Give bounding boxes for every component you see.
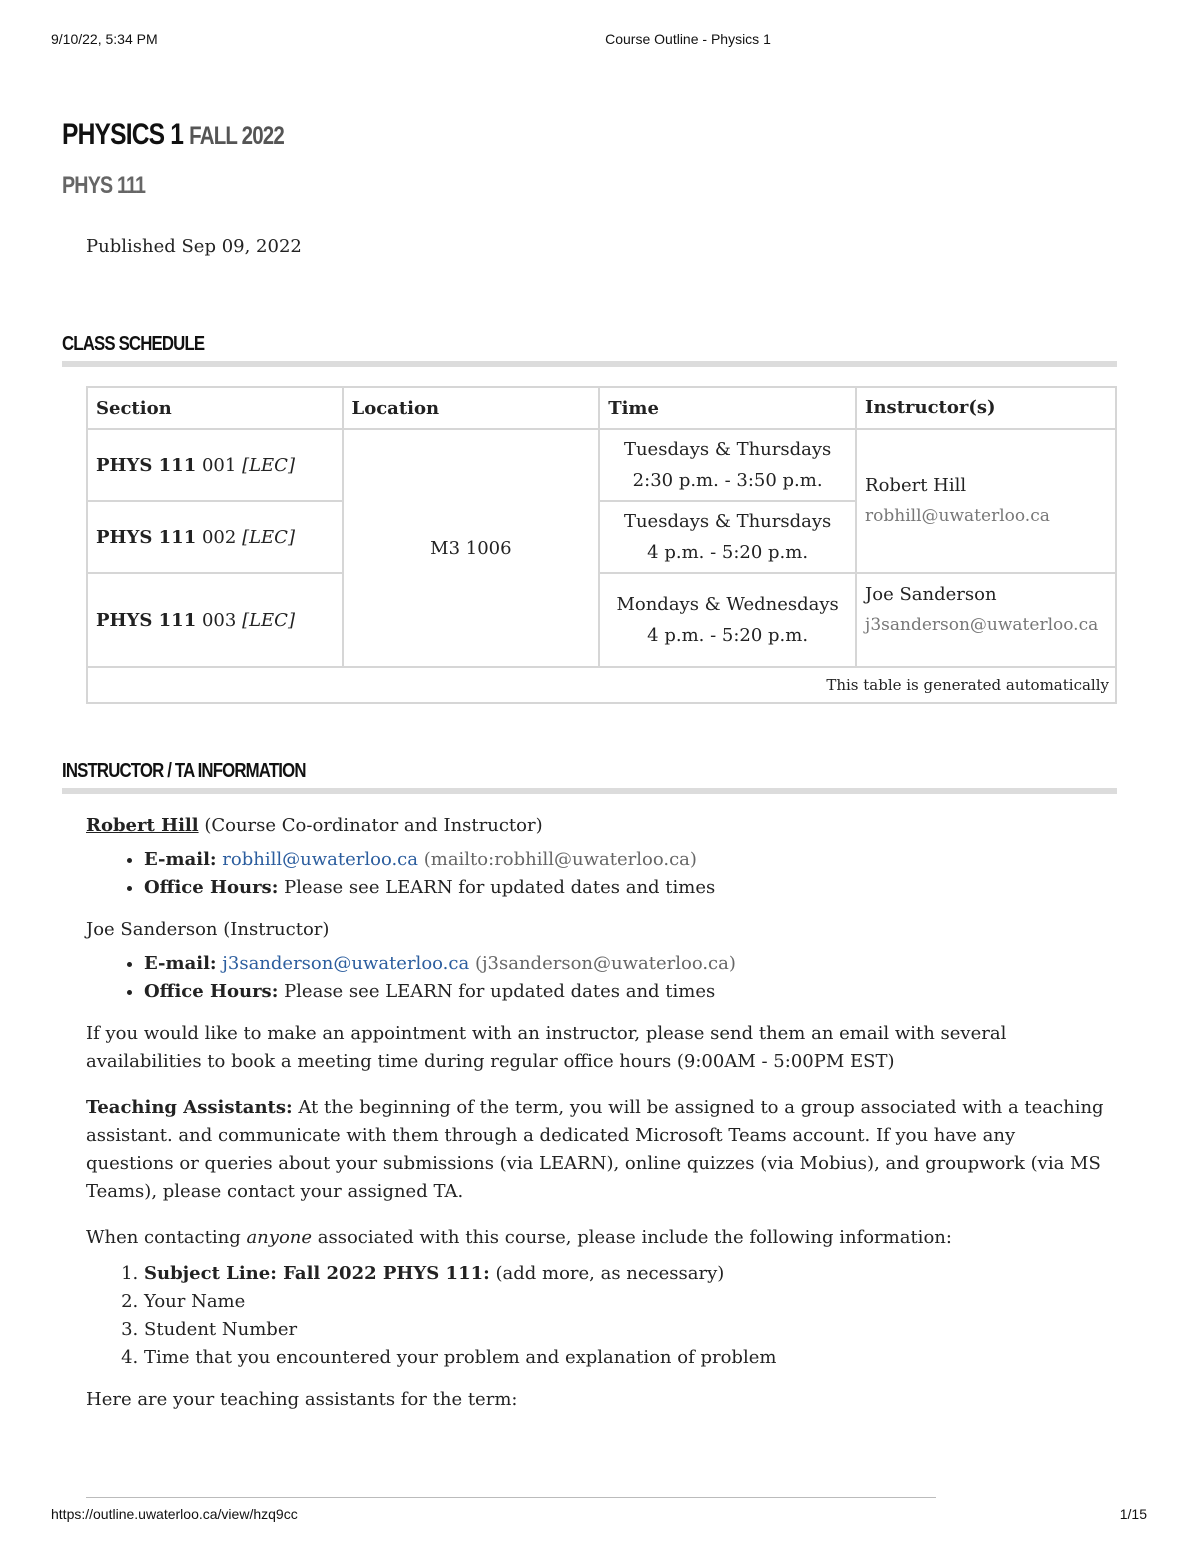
print-title: Course Outline - Physics 1 (605, 31, 771, 47)
section-divider (62, 788, 1117, 794)
section-cell (87, 501, 343, 573)
list-item: 4. Time that you encountered your problem and explanation of problem (144, 1344, 1106, 1372)
time-cell (599, 573, 856, 667)
subject-line-label: Subject Line: Fall 2022 PHYS 111: (144, 1263, 490, 1284)
ta-label: Teaching Assistants: (86, 1097, 293, 1118)
time-range: 4 p.m. - 5:20 p.m. (647, 542, 809, 563)
section-code: PHYS 111 (96, 454, 197, 476)
list-item (144, 1260, 1106, 1288)
instructor-name: Joe Sanderson (865, 584, 997, 605)
time-days: Tuesdays & Thursdays (623, 439, 832, 460)
office-hours-label: Office Hours: (144, 981, 279, 1002)
column-header: Section (87, 387, 343, 429)
contact-emphasis: anyone (246, 1227, 313, 1248)
page-number: 1/15 (1119, 1506, 1147, 1522)
teaching-assistants-paragraph (86, 1094, 1106, 1206)
section-type: [LEC] (242, 609, 295, 631)
email-label: E-mail: (144, 849, 217, 870)
instructor-email: robhill@uwaterloo.ca (865, 506, 1050, 526)
location-cell: M3 1006 (343, 429, 600, 667)
appointment-paragraph: If you would like to make an appointment with an instructor, please send them an email with several availabilities to book a meeting time during regular office hours (9:00AM - 5:00PM EST) (86, 1023, 1007, 1072)
instructor-1-role: (Course Co-ordinator and Instructor) (198, 815, 543, 836)
ta-intro-paragraph: Here are your teaching assistants for the term: (86, 1389, 518, 1410)
section-code: PHYS 111 (96, 526, 197, 548)
section-number: 003 (201, 609, 237, 631)
instructor-info-body (86, 812, 1106, 1414)
instructor-email: j3sanderson@uwaterloo.ca (865, 615, 1099, 635)
email-label: E-mail: (144, 953, 217, 974)
subject-line-note: (add more, as necessary) (489, 1263, 725, 1284)
instructor-cell (856, 429, 1116, 573)
print-date: 9/10/22, 5:34 PM (51, 31, 158, 47)
instructor-1-line (86, 812, 1106, 840)
instructor-1-email-link[interactable]: robhill@uwaterloo.ca (222, 849, 418, 870)
column-header: Instructor(s) (856, 387, 1116, 429)
time-days: Mondays & Wednesdays (616, 594, 839, 615)
footer-divider (86, 1497, 936, 1498)
course-title (62, 118, 284, 152)
ta-text: At the beginning of the term, you will be assigned to a group associated with a teaching assistant. and communicate with them through a dedicated Microsoft Teams account. If you have any questions or queries about your submissions (via LEARN), online quizzes (via Mobius), and groupwork (via MS Teams), please contact your assigned TA. (86, 1097, 1104, 1202)
instructor-cell (856, 573, 1116, 667)
section-number: 002 (201, 526, 237, 548)
column-header: Time (599, 387, 856, 429)
instructor-2-email-link[interactable]: j3sanderson@uwaterloo.ca (222, 953, 470, 974)
section-cell (87, 429, 343, 501)
office-hours-text: Please see LEARN for updated dates and times (278, 877, 716, 898)
section-cell (87, 573, 343, 667)
instructor-name: Robert Hill (865, 475, 967, 496)
contact-pre: When contacting (86, 1227, 247, 1248)
section-type: [LEC] (242, 526, 295, 548)
section-code: PHYS 111 (96, 609, 197, 631)
column-header: Location (343, 387, 600, 429)
course-title-text: PHYSICS 1 (62, 118, 184, 151)
time-range: 4 p.m. - 5:20 p.m. (647, 625, 809, 646)
section-type: [LEC] (242, 454, 295, 476)
office-hours-label: Office Hours: (144, 877, 279, 898)
table-row (87, 429, 1116, 501)
auto-generated-note: This table is generated automatically (87, 667, 1116, 703)
list-item (144, 978, 1106, 1006)
time-days: Tuesdays & Thursdays (623, 511, 832, 532)
course-term: FALL 2022 (189, 122, 284, 150)
course-code: PHYS 111 (62, 172, 146, 199)
contact-post: associated with this course, please include the following information: (312, 1227, 952, 1248)
email-mailto-text: (mailto:robhill@uwaterloo.ca) (418, 849, 697, 870)
time-cell (599, 429, 856, 501)
instructor-ta-heading: INSTRUCTOR / TA INFORMATION (62, 760, 306, 782)
list-item: 3. Student Number (144, 1316, 1106, 1344)
office-hours-text: Please see LEARN for updated dates and times (278, 981, 716, 1002)
instructor-1-name-link[interactable]: Robert Hill (86, 815, 199, 836)
table-row (87, 573, 1116, 667)
list-item (144, 874, 1106, 902)
print-url: https://outline.uwaterloo.ca/view/hzq9cc (51, 1506, 298, 1522)
section-number: 001 (201, 454, 237, 476)
instructor-2-line: Joe Sanderson (Instructor) (86, 919, 330, 940)
contact-paragraph (86, 1224, 1106, 1252)
list-item (144, 846, 1106, 874)
contact-info-list (86, 1260, 1106, 1372)
section-divider (62, 361, 1117, 367)
class-schedule-table (86, 386, 1117, 704)
time-range: 2:30 p.m. - 3:50 p.m. (632, 470, 823, 491)
table-header-row (87, 387, 1116, 429)
time-cell (599, 501, 856, 573)
published-date: Published Sep 09, 2022 (86, 236, 302, 257)
table-note-row (87, 667, 1116, 703)
list-item (144, 950, 1106, 978)
list-item: 2. Your Name (144, 1288, 1106, 1316)
class-schedule-heading: CLASS SCHEDULE (62, 333, 205, 355)
instructor-2-details (86, 950, 1106, 1006)
email-extra-text: (j3sanderson@uwaterloo.ca) (469, 953, 736, 974)
instructor-1-details (86, 846, 1106, 902)
